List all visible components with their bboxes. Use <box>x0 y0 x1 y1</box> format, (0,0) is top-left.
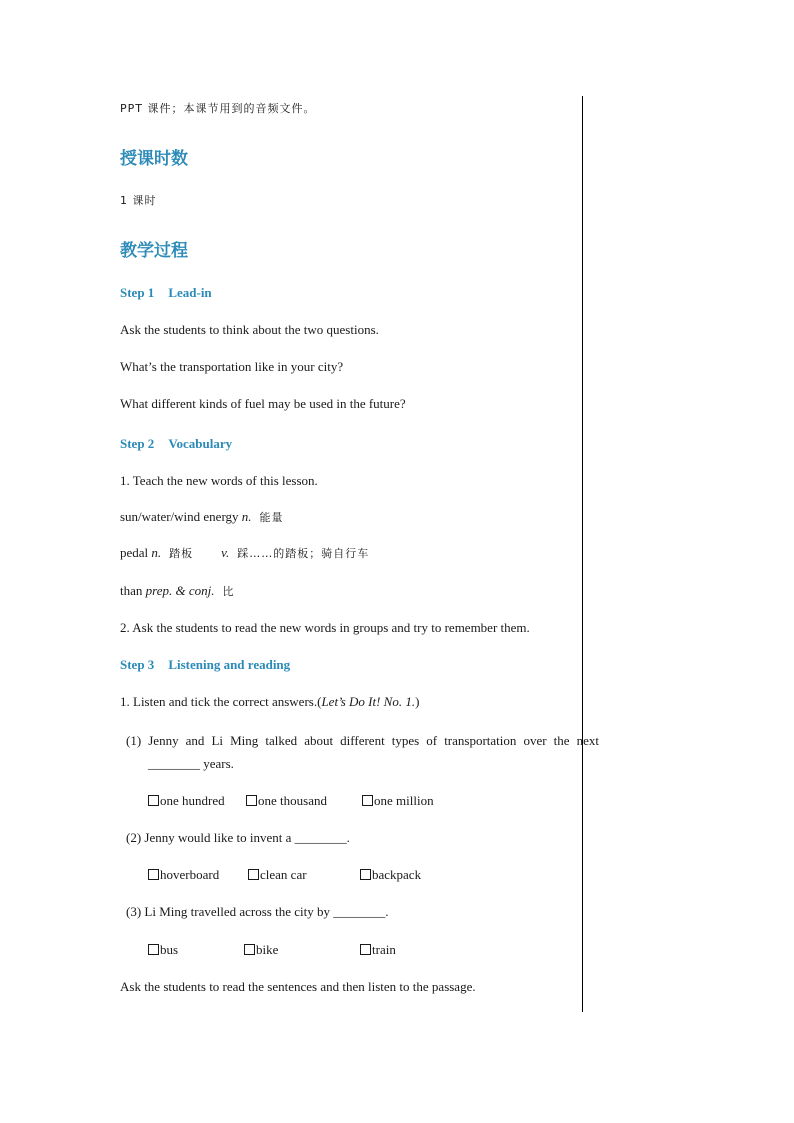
step3-intro <box>120 694 419 710</box>
step3-heading <box>120 657 290 673</box>
step2-line-1: 1. Teach the new words of this lesson. <box>120 473 318 488</box>
step3-intro-ref: Let’s Do It! No. 1. <box>321 694 416 709</box>
checkbox-icon[interactable] <box>360 944 371 955</box>
step3-label: Listening and reading <box>168 657 291 672</box>
checkbox-icon[interactable] <box>360 869 371 880</box>
vocab-meaning: 比 <box>222 585 235 598</box>
vocab-item <box>120 583 234 600</box>
step1-number: Step 1 <box>120 285 155 300</box>
step1-line-1: Ask the students to think about the two questions. <box>120 322 379 337</box>
vocab-pos: n. <box>151 545 162 560</box>
step2-number: Step 2 <box>120 436 155 451</box>
option-label: one thousand <box>258 793 327 808</box>
class-hours-text: 1 课时 <box>120 194 157 207</box>
vocab-word: than <box>120 583 146 598</box>
step1-label: Lead-in <box>168 285 212 300</box>
step1-line-2: What’s the transportation like in your city? <box>120 359 344 374</box>
checkbox-icon[interactable] <box>148 795 159 806</box>
vocab-item <box>120 509 284 526</box>
step2-line-2: 2. Ask the students to read the new words in groups and try to remember them. <box>120 620 530 635</box>
q3-option[interactable] <box>244 942 278 958</box>
q1-option[interactable] <box>148 793 225 809</box>
checkbox-icon[interactable] <box>244 944 255 955</box>
q3-option[interactable] <box>360 942 396 958</box>
vocab-pos: n. <box>241 509 252 524</box>
question-1: (1) Jenny and Li Ming talked about different types of transportation over the next ________ years. <box>126 733 599 771</box>
q1-option[interactable] <box>246 793 327 809</box>
margin-rule <box>582 96 583 1012</box>
q2-option[interactable] <box>148 867 219 883</box>
question-2: (2) Jenny would like to invent a ________. <box>126 830 350 845</box>
q1-option[interactable] <box>362 793 434 809</box>
q2-option[interactable] <box>248 867 307 883</box>
vocab-pos-2: v. <box>221 545 230 560</box>
step2-label: Vocabulary <box>168 436 233 451</box>
checkbox-icon[interactable] <box>246 795 257 806</box>
q2-option[interactable] <box>360 867 421 883</box>
q3-option[interactable] <box>148 942 178 958</box>
question-3: (3) Li Ming travelled across the city by ________. <box>126 904 389 919</box>
vocab-meaning: 踏板 <box>169 547 194 560</box>
option-label: train <box>372 942 396 957</box>
option-label: bus <box>160 942 179 957</box>
vocab-word: pedal <box>120 545 152 560</box>
checkbox-icon[interactable] <box>148 944 159 955</box>
vocab-pos: prep. & conj. <box>145 583 215 598</box>
checkbox-icon[interactable] <box>362 795 373 806</box>
process-heading: 教学过程 <box>120 241 188 261</box>
vocab-meaning-2: 踩……的踏板；骑自行车 <box>237 547 370 560</box>
step2-heading <box>120 436 232 452</box>
materials-text: PPT 课件；本课节用到的音频文件。 <box>120 102 316 115</box>
step1-line-3: What different kinds of fuel may be used in the future? <box>120 396 406 411</box>
step3-closing: Ask the students to read the sentences and then listen to the passage. <box>120 979 476 994</box>
step1-heading <box>120 285 212 301</box>
step3-intro-suffix: ) <box>415 694 420 709</box>
option-label: bike <box>256 942 279 957</box>
option-label: backpack <box>372 867 422 882</box>
vocab-word: sun/water/wind energy <box>120 509 242 524</box>
option-label: clean car <box>260 867 307 882</box>
checkbox-icon[interactable] <box>148 869 159 880</box>
step3-number: Step 3 <box>120 657 155 672</box>
checkbox-icon[interactable] <box>248 869 259 880</box>
step3-intro-prefix: 1. Listen and tick the correct answers.( <box>120 694 322 709</box>
option-label: one hundred <box>160 793 225 808</box>
vocab-item <box>120 545 369 562</box>
vocab-meaning: 能量 <box>259 511 284 524</box>
option-label: one million <box>374 793 434 808</box>
class-hours-heading: 授课时数 <box>120 149 188 169</box>
option-label: hoverboard <box>160 867 220 882</box>
